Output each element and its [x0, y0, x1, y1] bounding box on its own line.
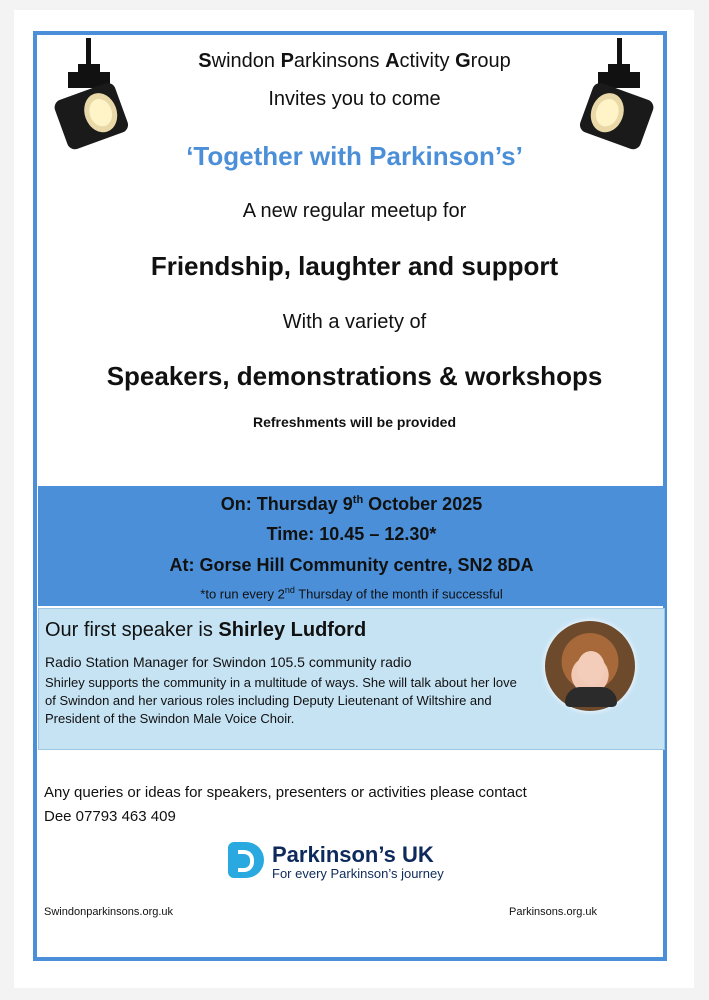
contact-line: Any queries or ideas for speakers, presenters or activities please contact — [44, 784, 527, 801]
organisation-name: Swindon Parkinsons Activity Group — [198, 50, 511, 72]
event-date: On: Thursday 9th October 2025 — [220, 494, 483, 514]
variety-line: With a variety of — [282, 311, 427, 333]
speakers-line: Speakers, demonstrations & workshops — [106, 361, 603, 391]
speaker-bio: Shirley supports the community in a multitude of ways. She will talk about her love of Swindon and her various roles including Deputy Lieutenant of Wiltshire and President of the Swindon Male Voice Choir. — [45, 675, 517, 726]
event-location: At: Gorse Hill Community centre, SN2 8DA — [169, 555, 534, 575]
speaker-photo — [545, 621, 635, 711]
speaker-heading: Our first speaker is Shirley Ludford — [45, 619, 367, 641]
contact-info — [44, 781, 654, 829]
parkinsons-uk-logo — [228, 842, 488, 884]
footer-website-right[interactable]: Parkinsons.org.uk — [509, 906, 598, 918]
parkinsons-uk-logo-icon — [228, 842, 264, 878]
speaker-box — [38, 608, 665, 750]
event-details — [38, 486, 665, 606]
speaker-shirt — [565, 687, 617, 707]
event-note: *to run every 2nd Thursday of the month if successful — [200, 585, 503, 602]
invite-line: Invites you to come — [268, 88, 441, 110]
contact-phone: Dee 07793 463 409 — [44, 808, 176, 825]
refreshments-line: Refreshments will be provided — [252, 414, 457, 430]
meetup-line: A new regular meetup for — [242, 200, 467, 222]
speaker-role: Radio Station Manager for Swindon 105.5 community radio — [45, 654, 412, 670]
event-time: Time: 10.45 – 12.30* — [266, 524, 437, 544]
footer-website-left[interactable]: Swindonparkinsons.org.uk — [44, 906, 174, 918]
friendship-line: Friendship, laughter and support — [150, 251, 559, 281]
event-title: ‘Together with Parkinson’s’ — [186, 141, 523, 171]
speaker-face — [577, 651, 605, 685]
logo-name: Parkinson’s UK — [272, 842, 434, 867]
logo-tagline: For every Parkinson’s journey — [272, 866, 444, 881]
